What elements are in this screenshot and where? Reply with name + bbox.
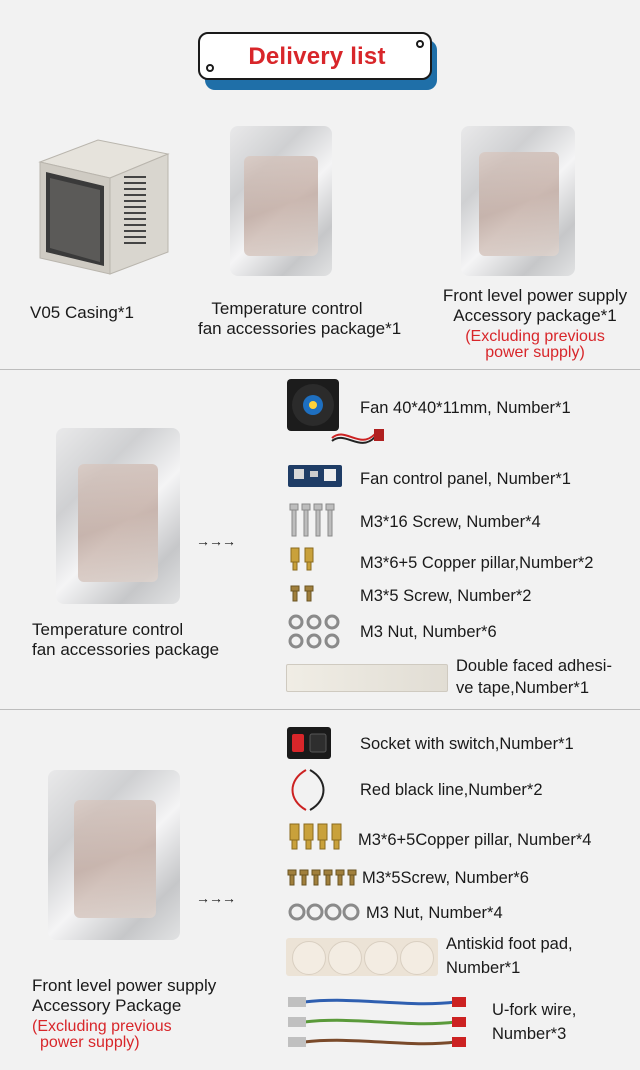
m3-nut-icon [286,612,344,652]
psu-item-red-black-line: Red black line,Number*2 [360,781,543,799]
fan-item-control-panel: Fan control panel, Number*1 [360,470,571,488]
psu-package-arrows: →→→ [196,890,235,906]
psu-bag-image [461,126,575,276]
fan-package-label-1: Temperature control [211,299,363,318]
psu-package-detail-label-1: Front level power supply [32,976,217,995]
m3-5-screw-6-icon [286,868,360,888]
foot-pad-icon [286,938,438,976]
section-divider-2 [0,709,640,710]
psu-package-label-1: Front level power supply [442,286,628,305]
fan-item-fan: Fan 40*40*11mm, Number*1 [360,399,571,417]
psu-item-foot-pad-1: Antiskid foot pad, [446,935,573,953]
title-banner [198,32,432,80]
fan-item-tape-1: Double faced adhesi- [456,657,612,675]
fan-item-m3-16-screw: M3*16 Screw, Number*4 [360,513,541,531]
psu-package-note-2: power supply) [485,344,585,361]
fan-control-panel-icon [288,463,344,489]
fan-item-copper-pillar: M3*6+5 Copper pillar,Number*2 [360,554,594,572]
red-black-line-icon [286,766,330,814]
psu-item-m3-5-screw: M3*5Screw, Number*6 [362,869,529,887]
fan-bag-large-image [56,428,180,604]
m3-5-screw-icon [288,584,318,604]
psu-item-wire-1: U-fork wire, [492,1001,577,1019]
adhesive-tape-icon [286,664,448,692]
psu-item-socket: Socket with switch,Number*1 [360,735,574,753]
psu-package-note-1: (Excluding previous [465,328,605,345]
psu-item-wire-2: Number*3 [492,1025,567,1043]
psu-bag-large-image [48,770,180,940]
copper-pillar-icon [288,546,318,572]
fan-package-arrows: →→→ [196,533,235,549]
section-divider-1 [0,369,640,370]
copper-pillar-4-icon [288,822,346,852]
fan-item-tape-2: ve tape,Number*1 [456,679,589,697]
fan-item-m3-5-screw: M3*5 Screw, Number*2 [360,587,532,605]
page-title: Delivery list [248,43,386,70]
psu-item-copper-pillar: M3*6+5Copper pillar, Number*4 [358,831,592,849]
u-fork-wire-icon [286,994,476,1050]
casing-label: V05 Casing*1 [30,303,134,322]
psu-package-detail-label-2: Accessory Package [32,996,182,1015]
psu-package-detail-note-2: power supply) [40,1034,140,1051]
psu-package-label-2: Accessory package*1 [453,306,617,325]
fan-package-detail-label-1: Temperature control [32,620,184,639]
casing-image [28,132,178,282]
psu-package-detail-note-1: (Excluding previous [32,1018,172,1035]
fan-package-label-2: fan accessories package*1 [198,319,402,338]
fan-wire-icon [330,424,390,454]
m3-nut-4-icon [286,900,364,924]
fan-item-m3-nut: M3 Nut, Number*6 [360,623,497,641]
fan-bag-image [230,126,332,276]
psu-item-m3-nut: M3 Nut, Number*4 [366,904,503,922]
socket-switch-icon [286,726,332,760]
m3-16-screw-icon [288,502,338,538]
psu-item-foot-pad-2: Number*1 [446,959,521,977]
fan-package-detail-label-2: fan accessories package [32,640,220,659]
